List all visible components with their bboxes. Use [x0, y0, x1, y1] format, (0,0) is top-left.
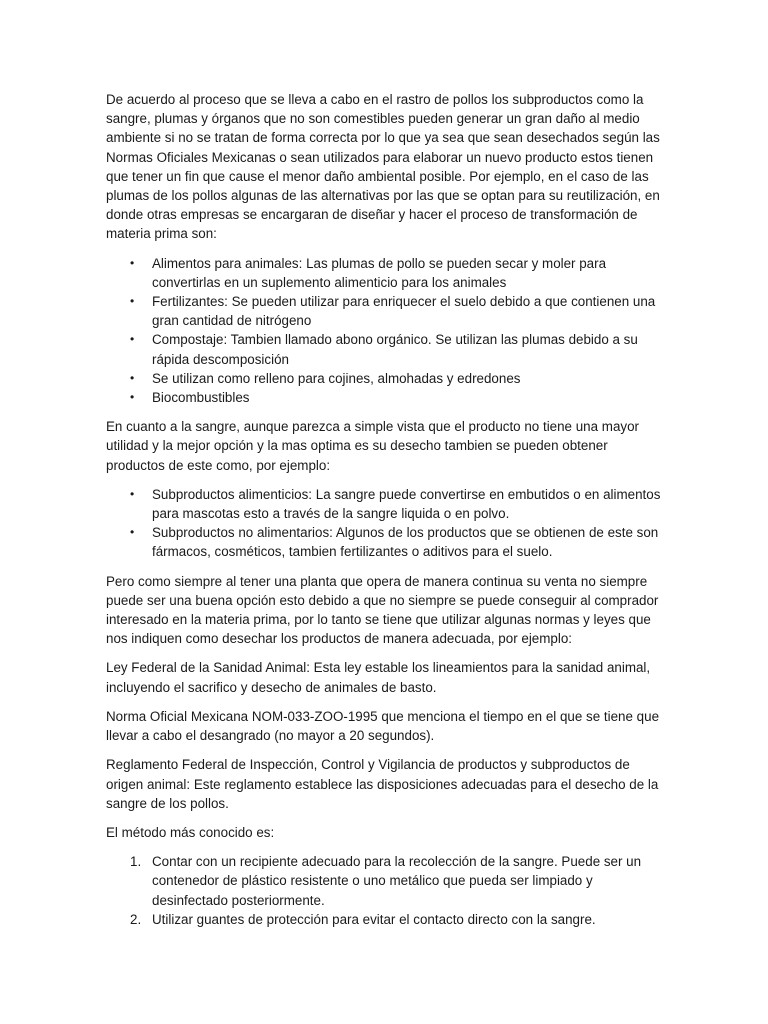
bullet-icon: • [130, 370, 135, 385]
bullet-icon: • [130, 390, 135, 405]
blood-uses-list [106, 485, 664, 562]
list-item [106, 330, 664, 368]
document-page [106, 90, 664, 929]
list-item [106, 292, 664, 330]
bullet-icon: • [130, 255, 135, 270]
list-item-text: Se utilizan como relleno para cojines, almohadas y edredones [152, 370, 521, 386]
bullet-icon: • [130, 332, 135, 347]
list-item [106, 369, 664, 388]
law-paragraph: Ley Federal de la Sanidad Animal: Esta ley estable los lineamientos para la sanidad animal, incluyendo el sacrifico y desecho de animales de basto. [106, 660, 651, 695]
method-intro-paragraph: El método más conocido es: [106, 824, 275, 840]
list-item [106, 485, 664, 523]
method-steps-list [106, 852, 664, 929]
list-item-text: Utilizar guantes de protección para evitar el contacto directo con la sangre. [152, 911, 596, 927]
norma-paragraph: Norma Oficial Mexicana NOM-033-ZOO-1995 que menciona el tiempo en el que se tiene que llevar a cabo el desangrado (no mayor a 20 segundos). [106, 708, 660, 744]
list-item-text: Biocombustibles [152, 390, 250, 406]
list-item-text: Contar con un recipiente adecuado para la recolección de la sangre. Puede ser un contenedor de plástico resistente o uno metálico que pueda ser limpiado y desinfectado posteriormente. [152, 854, 642, 908]
list-item [106, 910, 664, 929]
bullet-icon: • [130, 294, 135, 309]
list-item-text: Fertilizantes: Se pueden utilizar para enriquecer el suelo debido a que contienen una gran cantidad de nitrógeno [152, 294, 656, 329]
list-item [106, 254, 664, 292]
bullet-icon: • [130, 525, 135, 540]
intro-paragraph: De acuerdo al proceso que se lleva a cabo en el rastro de pollos los subproductos como la sangre, plumas y órganos que no son comestibles pueden generar un gran daño al medio ambiente si no se tratan de forma correcta por lo que ya sea que sean desechados según las Normas Oficiales Mexicanas o sean utilizados para elaborar un nuevo producto estos tienen que tener un fin que cause el menor daño ambiental posible. Por ejemplo, en el caso de las plumas de los pollos algunas de las alternativas por las que se optan para su reutilización, en donde otras empresas se encargaran de diseñar y hacer el proceso de transformación de materia prima son: [106, 92, 660, 242]
list-item [106, 523, 664, 561]
bullet-icon: • [130, 486, 135, 501]
list-item-text: Alimentos para animales: Las plumas de pollo se pueden secar y moler para convertirlas en un suplemento alimenticio para los animales [152, 255, 607, 290]
feathers-uses-list [106, 254, 664, 408]
step-number: 2. [130, 911, 142, 927]
list-item-text: Compostaje: Tambien llamado abono orgánico. Se utilizan las plumas debido a su rápida descomposición [152, 332, 638, 367]
list-item-text: Subproductos no alimentarios: Algunos de los productos que se obtienen de este son fármacos, cosméticos, tambien fertilizantes o aditivos para el suelo. [152, 525, 659, 560]
list-item [106, 388, 664, 407]
list-item-text: Subproductos alimenticios: La sangre puede convertirse en embutidos o en alimentos para mascotas esto a través de la sangre liquida o en polvo. [152, 486, 661, 522]
plant-paragraph: Pero como siempre al tener una planta que opera de manera continua su venta no siempre puede ser una buena opción esto debido a que no siempre se puede conseguir al comprador interesado en la materia prima, por lo tanto se tiene que utilizar algunas normas y leyes que nos indiquen como desechar los productos de manera adecuada, por ejemplo: [106, 573, 659, 647]
list-item [106, 852, 664, 910]
step-number: 1. [130, 854, 142, 870]
reglamento-paragraph: Reglamento Federal de Inspección, Control y Vigilancia de productos y subproductos de origen animal: Este reglamento establece las disposiciones adecuadas para el desecho de la sangre de los pollos. [106, 757, 659, 811]
blood-intro-paragraph: En cuanto a la sangre, aunque parezca a simple vista que el producto no tiene una mayor utilidad y la mejor opción y la mas optima es su desecho tambien se pueden obtener productos de este como, por ejemplo: [106, 419, 639, 473]
